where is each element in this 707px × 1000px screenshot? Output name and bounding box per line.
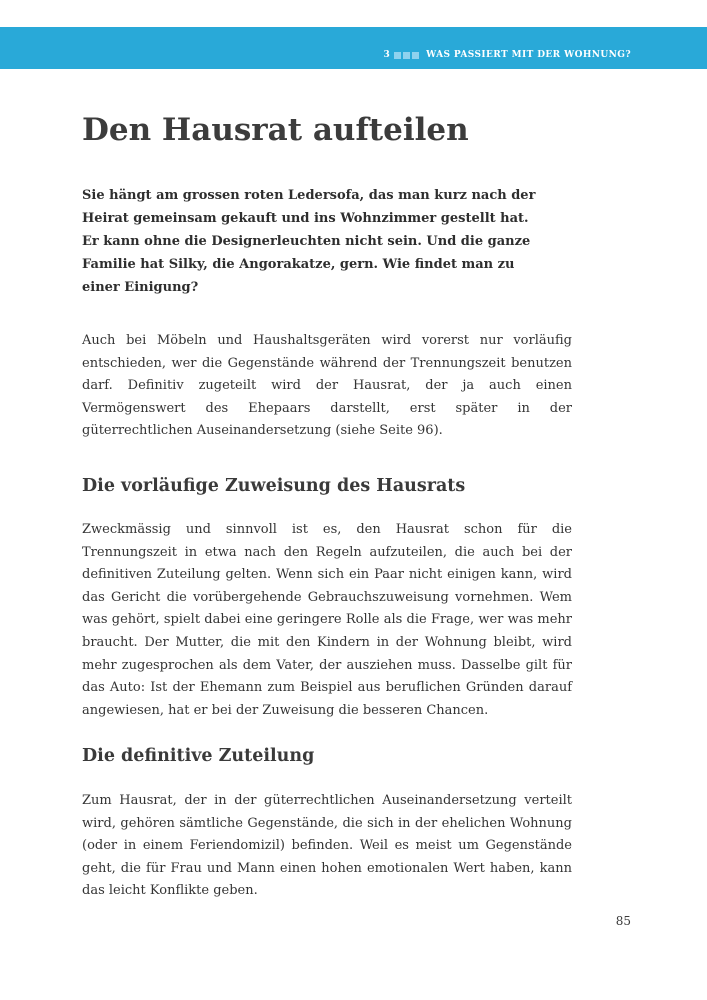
section-paragraph-definitive-allocation: Zum Hausrat, der in der güterrechtlichen Auseinandersetzung verteilt wird, gehören sämtliche Gegenstände, die sich in der ehelichen Wohnung (oder in einem Feriendomizil) befinden. Weil es meist um Gegenstände geht, die für Frau und Mann einen hohen emotionalen Wert haben, kann das leicht Konflikte geben. (82, 793, 572, 899)
chapter-number: 3 (383, 50, 391, 60)
running-header (383, 50, 631, 60)
section-heading-provisional-allocation: Die vorläufige Zuweisung des Hausrats (82, 476, 466, 496)
square-icon (394, 52, 401, 59)
square-icon (412, 52, 419, 59)
page-number: 85 (615, 914, 631, 928)
intro-paragraph: Auch bei Möbeln und Haushaltsgeräten wird vorerst nur vorläufig entschieden, wer die Gegenstände während der Trennungszeit benutzen darf. Definitiv zugeteilt wird der Hausrat, der ja auch einen Vermögenswert des Ehepaars darstellt, erst später in der güterrechtlichen Auseinandersetzung (siehe Seite 96). (82, 333, 572, 439)
section-heading-definitive-allocation: Die definitive Zuteilung (82, 746, 315, 766)
section-paragraph-provisional-allocation: Zweckmässig und sinnvoll ist es, den Hausrat schon für die Trennungszeit in etwa nach den Regeln aufzuteilen, die auch bei der definitiven Zuteilung gelten. Wenn sich ein Paar nicht einigen kann, wird das Gericht die vorübergehende Gebrauchszuweisung vornehmen. Wem was gehört, spielt dabei eine geringere Rolle als die Frage, wer was mehr braucht. Der Mutter, die mit den Kindern in der Wohnung bleibt, wird mehr zugesprochen als dem Vater, der ausziehen muss. Dasselbe gilt für das Auto: Ist der Ehemann zum Beispiel aus beruflichen Gründen darauf angewiesen, hat er bei der Zuweisung die besseren Chancen. (82, 522, 572, 718)
chapter-title: WAS PASSIERT MIT DER WOHNUNG? (426, 50, 631, 60)
page-title: Den Hausrat aufteilen (82, 112, 469, 148)
chapter-squares-icon (394, 52, 421, 59)
chapter-header-bar (0, 27, 707, 69)
lead-paragraph: Sie hängt am grossen roten Ledersofa, das man kurz nach der Heirat gemeinsam gekauft und ins Wohnzimmer gestellt hat. Er kann ohne die Designerleuchten nicht sein. Und die ganze Familie hat Silky, die Angorakatze, gern. Wie findet man zu einer Einigung? (82, 188, 536, 295)
square-icon (403, 52, 410, 59)
